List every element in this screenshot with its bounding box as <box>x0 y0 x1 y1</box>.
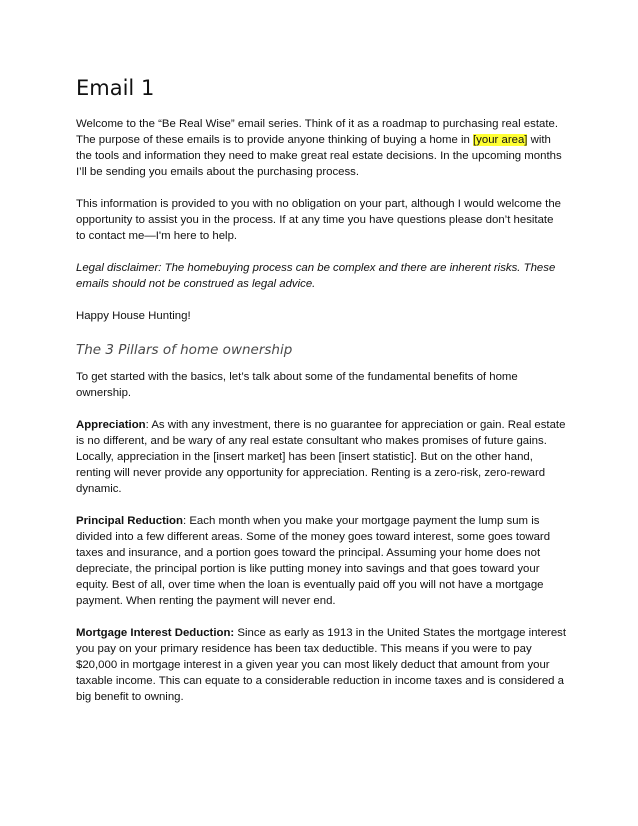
section-intro: To get started with the basics, let’s talk about some of the fundamental benefits of home ownership. <box>76 371 518 399</box>
pillar-text: As with any investment, there is no guarantee for appreciation or gain. Real estate is no different, and be wary of any real estate consultant who makes promises of future gains. Locally, appreciation in the [insert market] has been [insert statistic]. But on the other hand, renting will never provide any opportunity for appreciation. Renting is a zero-risk, zero-reward dynamic. <box>76 419 566 495</box>
document-title: Email 1 <box>76 76 155 100</box>
pillar-mortgage-interest-deduction <box>76 625 566 705</box>
document-body <box>76 74 566 721</box>
intro-text-start: Welcome to the “Be Real Wise” email series. Think of it as a roadmap to purchasing real estate. The purpose of these emails is to provide anyone thinking of buying a home in <box>76 118 558 146</box>
intro-paragraph <box>76 116 566 180</box>
sign-off: Happy House Hunting! <box>76 310 191 322</box>
legal-disclaimer: Legal disclaimer: The homebuying process can be complex and there are inherent risks. These emails should not be construed as legal advice. <box>76 262 556 290</box>
pillar-separator: : <box>145 419 152 431</box>
pillar-principal-reduction <box>76 513 566 609</box>
pillar-text: Since as early as 1913 in the United States the mortgage interest you pay on your primary residence has been tax deductible. This means if you were to pay $20,000 in mortgage interest in a given year you can most likely deduct that amount from your taxable income. This can equate to a considerable reduction in income taxes and is considered a big benefit to owning. <box>76 627 567 703</box>
pillar-term: Appreciation <box>76 419 146 431</box>
info-paragraph: This information is provided to you with no obligation on your part, although I would welcome the opportunity to assist you in the process. If at any time you have questions please don’t hesitate to contact me—I'm here to help. <box>76 198 562 242</box>
pillar-term: Principal Reduction <box>76 515 183 527</box>
pillar-appreciation <box>76 417 566 497</box>
section-heading: The 3 Pillars of home ownership <box>76 342 293 358</box>
pillar-term: Mortgage Interest Deduction: <box>76 627 235 639</box>
area-placeholder-highlight: [your area] <box>473 134 528 146</box>
intro-text-end: with the tools and information they need to make great real estate decisions. In the upcoming months I’ll be sending you emails about the purchasing process. <box>76 134 562 178</box>
pillar-separator: : <box>182 515 190 527</box>
pillar-text: Each month when you make your mortgage payment the lump sum is divided into a few different areas. Some of the money goes toward interest, some goes toward taxes and insurance, and a portion goes toward the principal. Assuming your home does not depreciate, the principal portion is like putting money into savings and that goes toward your equity. Best of all, over time when the loan is eventually paid off you will not have a mortgage payment. When renting the payment will never end. <box>76 515 551 607</box>
